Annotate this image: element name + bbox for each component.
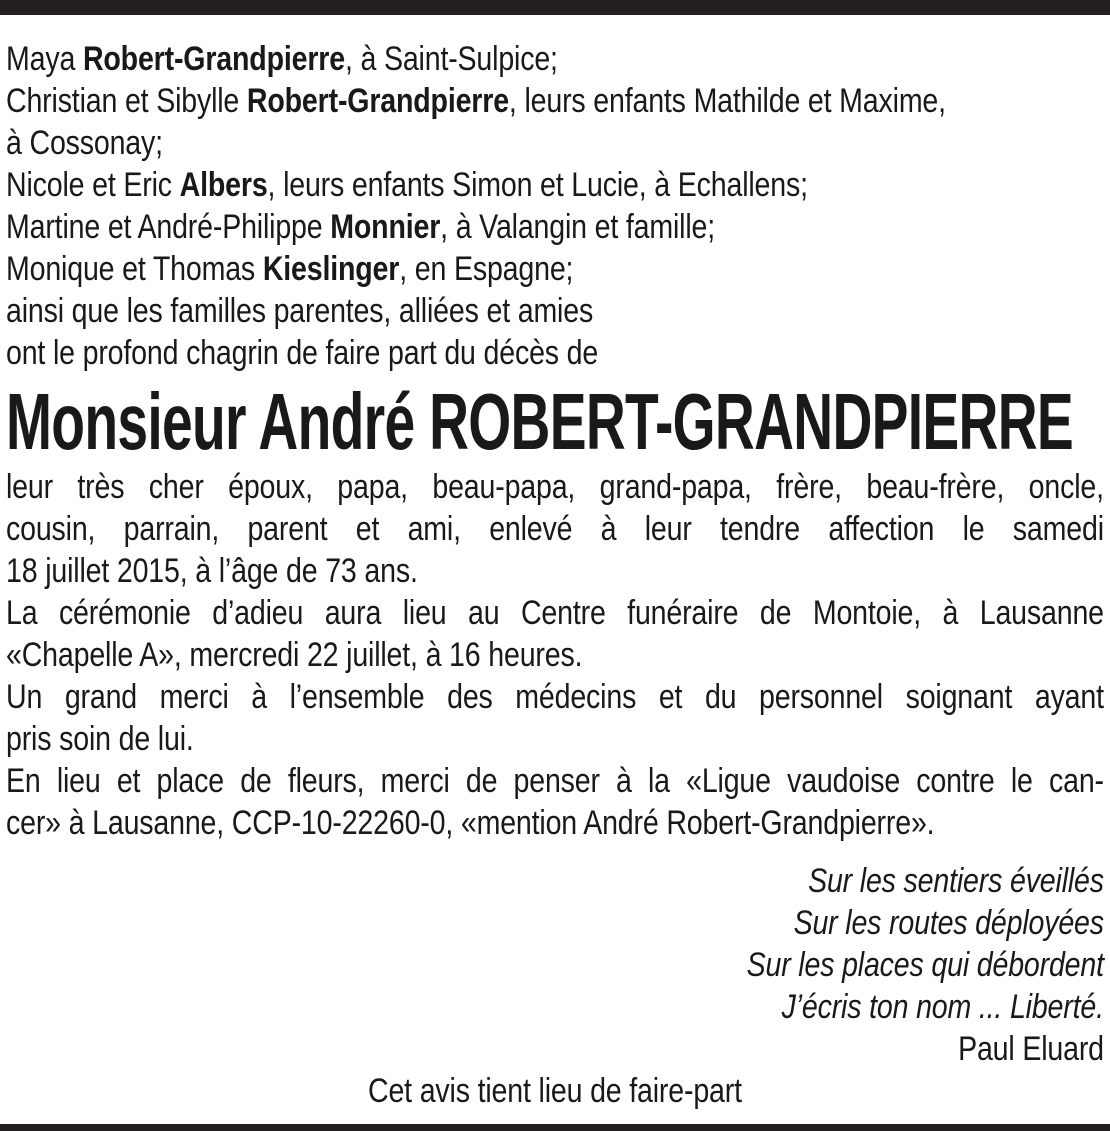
notice-footer: Cet avis tient lieu de faire-part	[368, 1072, 742, 1110]
death-notice	[0, 38, 1110, 1112]
body-line: «Chapelle A», mercredi 22 juillet, à 16 heures.	[6, 636, 583, 674]
family-line	[6, 80, 1104, 122]
poem-line: Sur les sentiers éveillés	[808, 862, 1104, 900]
body-line: 18 juillet 2015, à l’âge de 73 ans.	[6, 552, 418, 590]
poem-line: Sur les routes déployées	[793, 904, 1104, 942]
family-line-text: , à Saint-Sulpice;	[344, 40, 558, 78]
family-line-text: à Cossonay;	[6, 124, 163, 162]
family-line	[6, 332, 1104, 374]
family-surname-bold: Albers	[179, 166, 268, 204]
family-surname-bold: Robert-Grandpierre	[246, 82, 509, 120]
family-line-text: , en Espagne;	[399, 250, 574, 288]
family-line-text: ont le profond chagrin de faire part du décès de	[6, 334, 599, 372]
family-line	[6, 248, 1104, 290]
family-line	[6, 164, 1104, 206]
family-line-text: Nicole et Eric	[6, 166, 180, 204]
closing-block	[6, 860, 1104, 1112]
family-line	[6, 290, 1104, 332]
body-line: En lieu et place de fleurs, merci de penser à la «Ligue vaudoise contre le can-	[6, 762, 1104, 800]
body-paragraph-lines	[6, 466, 1104, 844]
family-surname-bold: Robert-Grandpierre	[82, 40, 345, 78]
body-line: pris soin de lui.	[6, 720, 194, 758]
body-line: leur très cher époux, papa, beau-papa, grand-papa, frère, beau-frère, oncle,	[6, 468, 1104, 506]
family-line-text: , leurs enfants Mathilde et Maxime,	[508, 82, 946, 120]
family-line-text: Maya	[6, 40, 83, 78]
family-line	[6, 122, 1104, 164]
body-line: La cérémonie d’adieu aura lieu au Centre funéraire de Montoie, à Lausanne	[6, 594, 1104, 632]
bottom-rule-bar	[0, 1124, 1110, 1131]
top-rule-bar	[0, 0, 1110, 15]
deceased-name-heading: Monsieur André ROBERT-GRANDPIERRE	[6, 377, 1073, 466]
body-line: cousin, parrain, parent et ami, enlevé à leur tendre affection le samedi	[6, 510, 1104, 548]
family-line-text: ainsi que les familles parentes, alliées et amies	[6, 292, 594, 330]
poem-line: Sur les places qui débordent	[746, 946, 1104, 984]
family-line	[6, 38, 1104, 80]
poem	[6, 860, 1104, 1028]
family-line-text: Christian et Sibylle	[6, 82, 247, 120]
body-line: Un grand merci à l’ensemble des médecins et du personnel soignant ayant	[6, 678, 1104, 716]
family-line-text: Monique et Thomas	[6, 250, 263, 288]
family-surname-bold: Monnier	[330, 208, 441, 246]
family-line	[6, 206, 1104, 248]
family-line-text: Martine et André-Philippe	[6, 208, 331, 246]
poem-attribution: Paul Eluard	[958, 1030, 1104, 1068]
family-line-text: , leurs enfants Simon et Lucie, à Echallens;	[267, 166, 808, 204]
body-line: cer» à Lausanne, CCP-10-22260-0, «mention André Robert-Grandpierre».	[6, 804, 935, 842]
family-lines	[6, 38, 1104, 374]
family-surname-bold: Kieslinger	[262, 250, 400, 288]
family-line-text: , à Valangin et famille;	[440, 208, 716, 246]
poem-line: J’écris ton nom ... Liberté.	[781, 988, 1104, 1026]
